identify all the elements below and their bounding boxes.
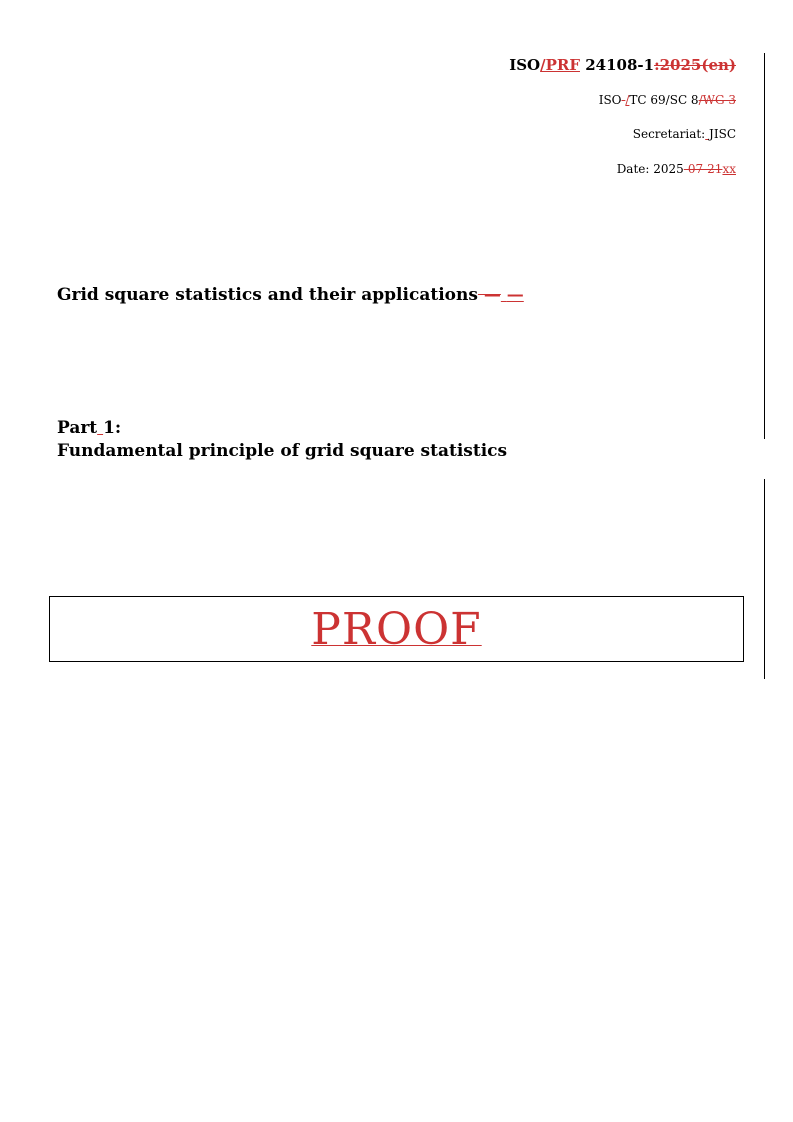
part-number: 1: xyxy=(103,418,122,438)
part-subtitle: Fundamental principle of grid square statistics xyxy=(57,441,508,461)
committee-slash-inserted: / xyxy=(625,93,630,107)
part-label-line xyxy=(57,417,507,440)
date-inserted: xx xyxy=(722,162,736,176)
doc-number: 24108-1 xyxy=(579,56,655,74)
date-deleted: -07-21 xyxy=(683,162,723,176)
secretariat-line xyxy=(633,127,736,141)
committee-line xyxy=(599,93,736,107)
title-dash-inserted: — xyxy=(506,285,524,305)
committee-tc: TC 69/SC 8 xyxy=(629,93,699,107)
doc-year-deleted: :2025(en) xyxy=(654,56,736,74)
date-label: Date: 2025 xyxy=(616,162,684,176)
committee-wg-deleted: /WG 3 xyxy=(698,93,736,107)
proof-stamp-box xyxy=(49,596,744,662)
document-title xyxy=(57,285,524,305)
doc-iso: ISO xyxy=(509,56,541,74)
part-label: Part xyxy=(57,418,98,438)
doc-prf-inserted: /PRF xyxy=(540,56,580,74)
committee-iso: ISO xyxy=(598,93,622,107)
title-text: Grid square statistics and their applications xyxy=(57,285,478,305)
document-identifier xyxy=(509,56,736,74)
secretariat-label: Secretariat: xyxy=(632,127,706,141)
date-line xyxy=(617,162,736,176)
change-bar-bottom xyxy=(764,479,765,679)
secretariat-value: JISC xyxy=(709,127,736,141)
part-heading xyxy=(57,417,507,463)
title-dash-deleted: — xyxy=(477,285,501,305)
change-bar-top xyxy=(764,53,765,439)
proof-stamp-text: PROOF xyxy=(311,603,482,655)
